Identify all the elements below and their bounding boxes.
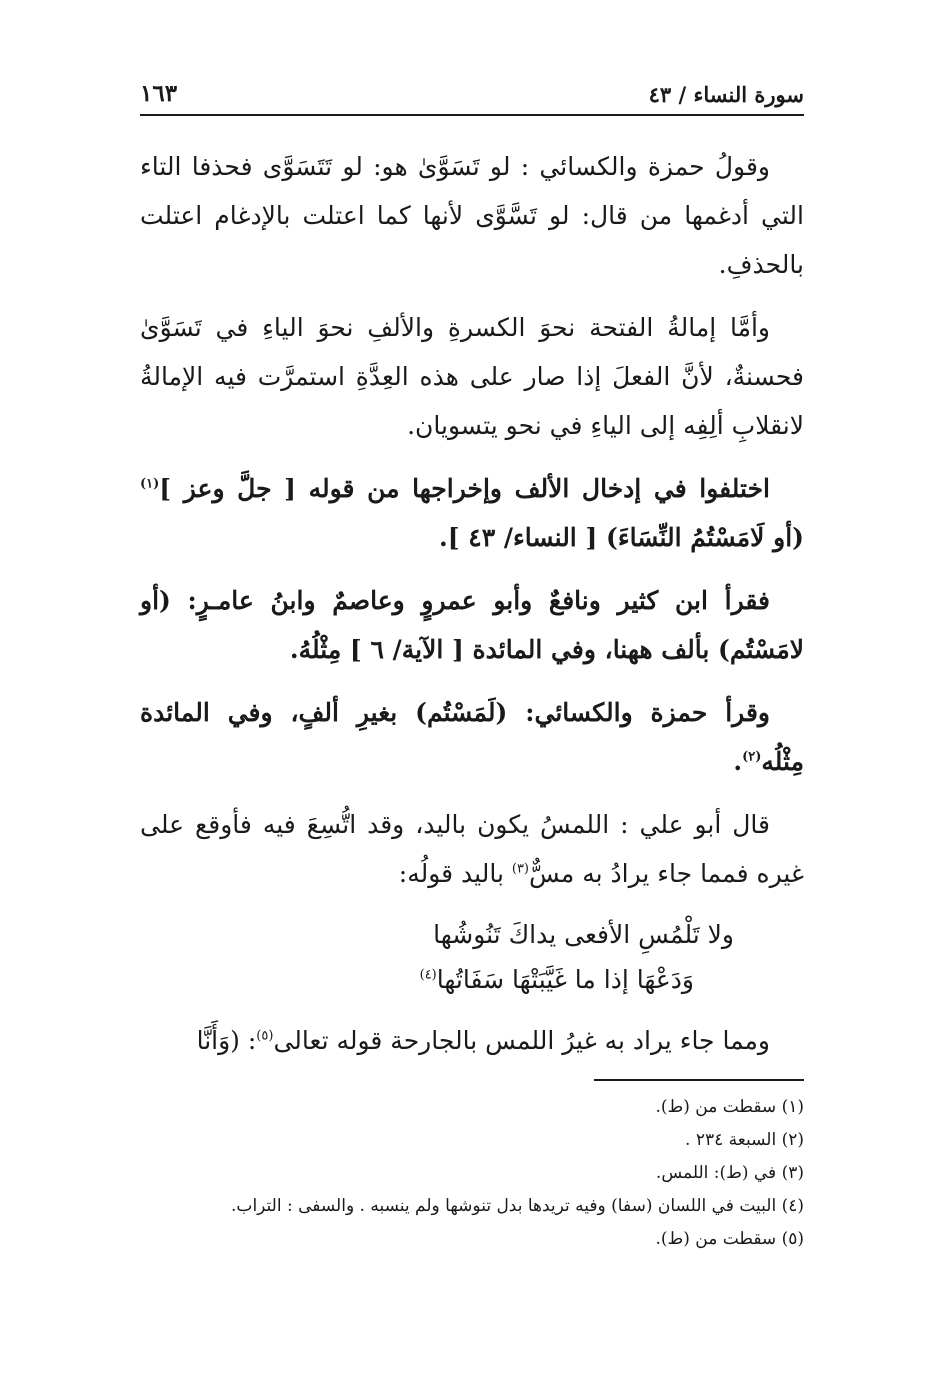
- paragraph-ma-jaa-text: ومما جاء يراد به غيرُ اللمس بالجارحة قوله تعالى: [273, 1026, 770, 1055]
- paragraph-ikhtilaf-text: اختلفوا في إدخال الألف وإخراجها من قوله [ جلَّ وعز ]: [159, 474, 770, 503]
- footnote-ref-1: (١): [140, 476, 160, 492]
- footnote-ref-4: (٤): [419, 967, 437, 983]
- paragraph-ma-jaa-end: : (وَأَنَّا: [196, 1026, 257, 1055]
- footnote-2: (٢) السبعة ٢٣٤ .: [685, 1130, 804, 1150]
- page-header: [140, 80, 804, 116]
- footnote-ref-2: (٢): [742, 749, 762, 765]
- footnotes: [140, 1091, 804, 1256]
- footnote-1: (١) سقطت من (ط).: [655, 1097, 804, 1117]
- page: [140, 80, 804, 1256]
- running-title: سورة النساء / ٤٣: [648, 82, 804, 107]
- footnote-4: (٤) البيت في اللسان (سفا) وفيه تريدها بدل تنوشها ولم ينسبه . والسفى : التراب.: [231, 1196, 804, 1216]
- paragraph-abu-ali-end: باليد قولُه:: [398, 859, 512, 888]
- body-text: [140, 142, 804, 1065]
- verse-line-2-text: وَدَعْهَا إذا ما غَيَّبَتْهَا سَفَاتُها: [436, 965, 694, 994]
- footnote-5: (٥) سقطت من (ط).: [655, 1229, 804, 1249]
- poetry-verse: [140, 912, 804, 1002]
- verse-line-1: ولا تَلْمُسِ الأفعى يداكَ تَنُوشُها: [433, 920, 734, 949]
- footnote-3: (٣) في (ط): اللمس.: [655, 1163, 804, 1183]
- paragraph-abu-ali: [140, 800, 804, 898]
- paragraph-ikhtilaf: [140, 464, 804, 562]
- paragraph-qiraa-hamza-text: وقرأ حمزة والكسائي: (لَمَسْتُم) بغيرِ ألفٍ، وفي المائدة مِثْلُه: [140, 698, 804, 776]
- footnote-ref-3: (٣): [511, 861, 529, 877]
- paragraph-ikhtilaf-verse: (أو لَامَسْتُمُ النِّسَاءَ) [ النساء/ ٤٣ ].: [439, 523, 804, 552]
- paragraph-abu-ali-text: قال أبو علي : اللمسُ يكون باليد، وقد اتُّسِعَ فيه فأوقع على غيره فمما جاء يرادُ به مسٌّ: [140, 810, 804, 888]
- footnote-ref-5: (٥): [256, 1028, 274, 1044]
- page-number: ١٦٣: [140, 80, 178, 107]
- paragraph-qiraa-ibn-kathir: فقرأ ابن كثير ونافعٌ وأبو عمروٍ وعاصمٌ وابنُ عامـرٍ: (أو لامَسْتُم) بألف ههنا، وفي المائدة [ الآية/ ٦ ] مِثْلُهُ.: [140, 586, 804, 664]
- footnote-divider: [594, 1079, 804, 1081]
- paragraph-imala: وأمَّا إمالةُ الفتحة نحوَ الكسرةِ والألفِ نحوَ الياءِ في تَسَوَّىٰ فحسنةٌ، لأنَّ الفعلَ إذا صار على هذه العِدَّةِ استمرَّت فيه الإمالةُ لانقلابِ ألِفِه إلى الياءِ في نحو يتسويان.: [140, 313, 804, 440]
- paragraph-qiraa-hamza: [140, 688, 804, 786]
- paragraph-qiraa-hamza-end: .: [733, 747, 743, 776]
- verse-line-2: [140, 957, 734, 1002]
- paragraph-hamza-kisai: وقولُ حمزة والكسائي : لو تَسَوَّىٰ هو: لو تَتَسَوَّى فحذفا التاء التي أدغمها من قال: لو تَسَّوَّى لأنها كما اعتلت بالإدغام اعتلت بالحذفِ.: [140, 152, 804, 279]
- paragraph-ma-jaa: [140, 1016, 804, 1065]
